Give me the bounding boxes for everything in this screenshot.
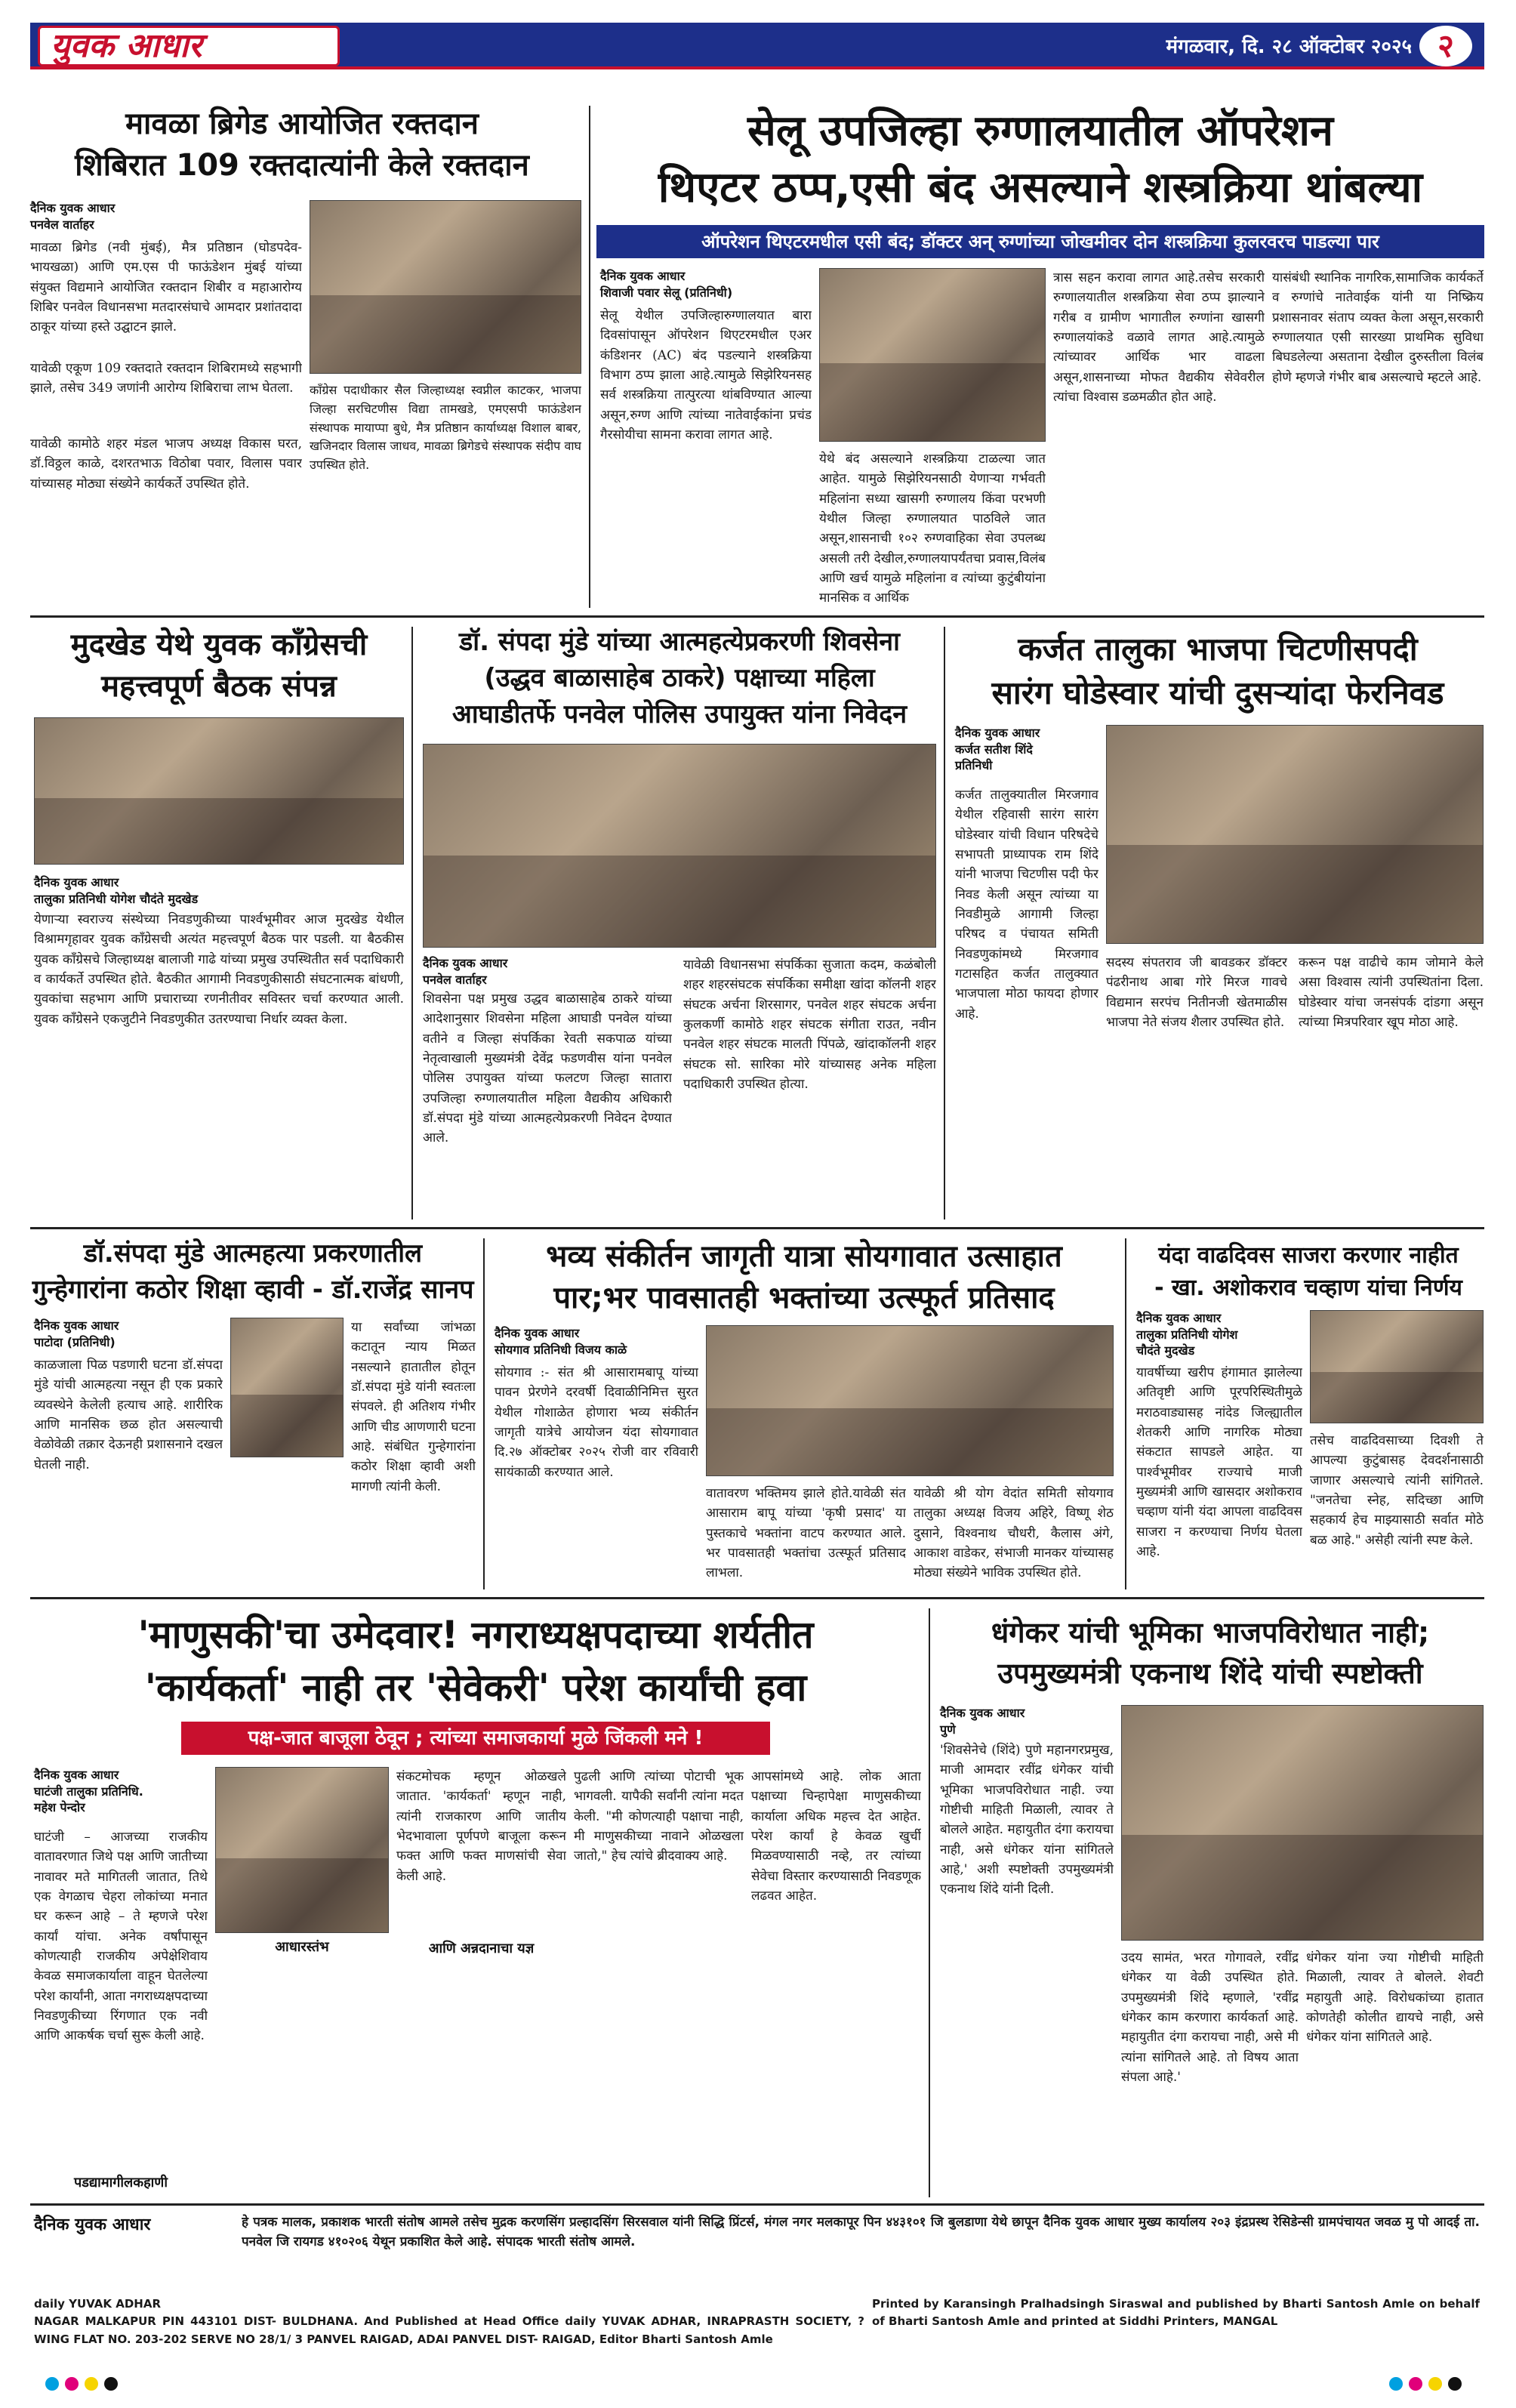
art8-byline: दैनिक युवक आधार तालुका प्रतिनिधी योगेश चौदंते मुदखेड: [1136, 1311, 1238, 1358]
masthead-logo: युवक आधार: [38, 26, 340, 66]
art9-photo-label: आधारस्तंभ: [275, 1939, 329, 1955]
art6-byline: दैनिक युवक आधार पाटोदा (प्रतिनिधी): [34, 1318, 119, 1349]
art2-body4: यासंबंधी स्थानिक नागरिक,सामाजिक कार्यकर्ते व रुग्णांचे नातेवाईक यांनी या निष्क्रिय प्रशासनावर संताप व्यक्त केला असून,सरकारी रुग्णालयात एसी सारख्या प्राथमिक सुविधा बिघडलेल्या असताना देखील दुरुस्तीला विलंब होणे म्हणजे गंभीर बाब असल्याचे म्हटले आहे.: [1272, 270, 1484, 385]
divider: [589, 106, 590, 608]
art7-title-line1: भव्य संकीर्तन जागृती यात्रा सोयगावात उत्साहात: [546, 1239, 1062, 1274]
art10-photo: [1121, 1705, 1484, 1941]
imprint-english-right: Printed by Karansingh Pralhadsingh Siraswal and published by Bharti Santosh Amle on behalf of Bharti Santosh Amle and printed at Siddhi Printers, MANGAL: [872, 2297, 1480, 2329]
divider: [944, 627, 945, 1219]
art4-title-line2: (उद्धव बाळासाहेब ठाकरे) पक्षाच्या महिला: [484, 663, 875, 693]
divider: [411, 627, 413, 1219]
art3-body: येणाऱ्या स्वराज्य संस्थेच्या निवडणुकीच्या पार्श्वभूमीवर आज मुदखेड येथील विश्रामगृहावर युवक कॉंग्रेसची अत्यंत महत्त्वपूर्ण बैठक पार पडली. या बैठकीस युवक कॉंग्रेसचे जिल्हाध्यक्ष बालाजी गाढे यांच्या प्रमुख उपस्थितीत सर्व पदाधिकारी व कार्यकर्ते उपस्थित होते. बैठकीत आगामी निवडणुकीसाठी संघटनात्मक बांधणी, युवकांचा सहभाग आणि प्रचाराच्या रणनीतीवर सविस्तर चर्चा करण्यात आली. युवक कॉंग्रेसने एकजुटीने निवडणुकीत उतरण्याचा निर्धार व्यक्त केला.: [34, 912, 404, 1027]
art9-subhead-band: पक्ष-जात बाजूला ठेवून ; त्यांच्या समाजकार्या मुळे जिंकली मने !: [181, 1722, 770, 1755]
art5-byline: दैनिक युवक आधार कर्जत सतीश शिंदे प्रतिनिधी: [955, 726, 1040, 773]
art10-byline: दैनिक युवक आधार पुणे: [940, 1706, 1025, 1737]
art5-title-line2: सारंग घोडेस्वार यांची दुसऱ्यांदा फेरनिवड: [991, 674, 1444, 711]
art6-title-line2: गुन्हेगारांना कठोर शिक्षा व्हावी - डॉ.राजेंद्र सानप: [32, 1275, 474, 1305]
divider: [483, 1238, 485, 1589]
art5-body1: कर्जत तालुक्यातील मिरजगाव येथील रहिवासी सारंग सारंग घोडेस्वार यांची विधान परिषदेचे सभापती प्राध्यापक राम शिंदे यांनी भाजपा चिटणीस पदी फेर निवड केली असून त्यांच्या या निवडीमुळे आगामी जिल्हा परिषद व पंचायत समिती निवडणुकांमध्ये मिरजगाव गटासहित कर्जत तालुक्यात भाजपाला मोठा फायदा होणार आहे.: [955, 788, 1098, 1022]
page-number: २: [1419, 26, 1472, 66]
art6-body2: या सर्वांच्या जांभळा कटातून न्याय मिळत नसल्याने हातातील होतून डॉ.संपदा मुंडे यांनी स्वतःला संपवले. ही अतिशय गंभीर आणि चीड आणणारी घटना आहे. संबंधित गुन्हेगारांना कठोर शिक्षा व्हावी अशी मागणी त्यांनी केली.: [351, 1320, 476, 1494]
art2-byline: दैनिक युवक आधार शिवाजी पवार सेलू (प्रतिनिधी): [600, 269, 733, 300]
art10-title-line1: धंगेकर यांची भूमिका भाजपविरोधात नाही;: [991, 1616, 1430, 1649]
art7-title-line2: पार;भर पावसातही भक्तांच्या उत्स्फूर्त प्रतिसाद: [553, 1281, 1055, 1315]
black-dot: [1448, 2377, 1462, 2391]
art2-title-line2: थिएटर ठप्प,एसी बंद असल्याने शस्त्रक्रिया थांबल्या: [658, 163, 1423, 212]
yellow-dot: [1428, 2377, 1442, 2391]
art9-body4: आपसांमध्ये आहे. लोक आता पक्षाच्या चिन्हापेक्षा माणुसकीच्या कार्याला अधिक महत्त्व देत आहेत. परेश कार्यां हे केवळ खुर्ची मिळवण्यासाठी नव्हे, तर त्यांच्या सेवेचा विस्तार करण्यासाठी निवडणूक लढवत आहेत.: [751, 1769, 921, 1904]
art2-title-line1: सेलू उपजिल्हा रुग्णालयातील ऑपरेशन: [747, 106, 1333, 156]
art9-title-line2: 'कार्यकर्ता' नाही तर 'सेवेकरी' परेश कार्यांची हवा: [144, 1666, 807, 1710]
art9-body3: पुढली आणि त्यांच्या पोटाची भूक भागवली. यापैकी सर्वांनी त्यांना मदत केली. "मी कोणत्याही पक्षाचा नाही, मी माणुसकीच्या नावाने ओळखला जातो," हेच त्यांचे ब्रीदवाक्य आहे.: [574, 1769, 744, 1864]
art1-body2: यावेळी एकूण 109 रक्तदाते रक्तदान शिबिरामध्ये सहभागी झाले, तसेच 349 जणांनी आरोग्य शिबिराचा लाभ घेतला.: [30, 361, 302, 396]
art4-title-line1: डॉ. संपदा मुंडे यांच्या आत्महत्येप्रकरणी शिवसेना: [459, 627, 900, 657]
art8-body1: यावर्षीच्या खरीप हंगामात झालेल्या अतिवृष्टी आणि पूरपरिस्थितीमुळे मराठवाड्यासह नांदेड जिल्ह्यातील शेतकरी आणि नागरिक मोठ्या संकटात सापडले आहेत. या पार्श्वभूमीवर राज्याचे माजी मुख्यमंत्री आणि खासदार अशोकराव चव्हाण यांनी यंदा आपला वाढदिवस साजरा न करण्याचा निर्णय घेतला आहे.: [1136, 1365, 1302, 1560]
divider: [30, 1227, 1484, 1229]
divider: [30, 615, 1484, 618]
art1-title-line2: शिबिरात 109 रक्तदात्यांनी केले रक्तदान: [75, 148, 529, 183]
art8-title-line1: यंदा वाढदिवस साजरा करणार नाहीत: [1158, 1242, 1459, 1269]
art2-body2: येथे बंद असल्याने शस्त्रक्रिया टाळल्या जात आहेत. यामुळे सिझेरियनसाठी येणाऱ्या गर्भवती महिलांना सध्या खासगी रुग्णालय किंवा परभणी येथील जिल्हा रुग्णालयात पाठविले जात असून,शासनाची १०२ रुग्णवाहिका सेवा उपलब्ध असली तरी देखील,रुग्णालयापर्यंतचा प्रवास,विलंब आणि खर्च यामुळे महिलांना व त्यांच्या कुटुंबीयांना मानसिक व आर्थिक: [819, 452, 1046, 606]
art9-body2: संकटमोचक म्हणून ओळखले जातात. 'कार्यकर्ता' म्हणून नाही, त्यांनी राजकारण आणि जातीय भेदभावाला पूर्णपणे बाजूला करून फक्त आणि फक्त माणसांची सेवा केली आहे.: [396, 1769, 566, 1884]
registration-dots-left: [45, 2377, 118, 2394]
art10-body1: 'शिवसेनेचे (शिंदे) पुणे महानगरप्रमुख, माजी आमदार रवींद्र धंगेकर यांची भूमिका भाजपविरोधात नाही. ज्या गोष्टीची माहिती मिळाली, त्यावर ते बोलले आहेत. महायुतीत दंगा करायचा नाही, असे धंगेकर यांना सांगितले आहे,' अशी स्पष्टोक्ती उपमुख्यमंत्री एकनाथ शिंदे यांनी दिली.: [940, 1743, 1114, 1898]
art9-photo: [215, 1767, 389, 1933]
magenta-dot: [1409, 2377, 1422, 2391]
art8-photo: [1310, 1310, 1484, 1423]
yellow-dot: [85, 2377, 98, 2391]
art3-title-line1: मुदखेड येथे युवक कॉंग्रेसची: [70, 627, 368, 662]
art6-body1: काळजाला पिळ पडणारी घटना डॉ.संपदा मुंडे यांची आत्महत्या नसून ही एक प्रकारे व्यवस्थेने केलेली हत्याच आहे. शारीरिक आणि मानसिक छळ होत असल्याची वेळोवेळी तक्रार देऊनही प्रशासनाने दखल घेतली नाही.: [34, 1358, 223, 1472]
art4-photo: [423, 744, 936, 948]
art7-body2: वातावरण भक्तिमय झाले होते.यावेळी संत आसाराम बापू यांच्या 'कृषी प्रसाद' या पुस्तकाचे भक्तांना वाटप करण्यात आले. भर पावसातही भक्तांचा उत्स्फूर्त प्रतिसाद लाभला.: [706, 1486, 906, 1581]
divider: [1125, 1238, 1126, 1589]
art2-body1: सेलू येथील उपजिल्हारुग्णालयात बारा दिवसांपासून ऑपरेशन थिएटरमधील एअर कंडिशनर (AC) बंद पडल्याने शस्त्रक्रिया विभाग ठप्प झाला आहे.त्यामुळे सिझेरियनसह सर्व शस्त्रक्रिया तात्पुरत्या थांबविण्यात आल्या असून,रुग्ण आणि त्यांच्या नातेवाईकांना प्रचंड गैरसोयीचा सामना करावा लागत आहे.: [600, 308, 812, 443]
art5-photo: [1106, 725, 1484, 944]
art6-photo: [230, 1318, 344, 1457]
art9-title-line1: 'माणुसकी'चा उमेदवार! नगराध्यक्षपदाच्या शर्यतीत: [137, 1613, 814, 1657]
art4-body1: शिवसेना पक्ष प्रमुख उद्धव बाळासाहेब ठाकरे यांच्या आदेशानुसार शिवसेना महिला आघाडी पनवेल यांच्या वतीने व जिल्हा संपर्किका रेवती सकपाळ यांच्या नेतृत्वाखाली मुख्यमंत्री देवेंद्र फडणवीस यांना पनवेल पोलिस उपायुक्त यांच्या फलटण जिल्हा सातारा उपजिल्हा रुग्णालयातील महिला वैद्यकीय अधिकारी डॉ.संपदा मुंडे यांच्या आत्महत्येप्रकरणी निवेदन देण्यात आले.: [423, 991, 672, 1146]
divider: [929, 1608, 930, 2197]
magenta-dot: [65, 2377, 79, 2391]
art2-photo: [819, 268, 1046, 442]
art1-body1: मावळा ब्रिगेड (नवी मुंबई), मैत्र प्रतिष्ठान (घोडपदेव-भायखळा) आणि एम.एस पी फाऊंडेशन मुंबई यांच्या संयुक्त विद्यमाने आयोजित रक्तदान शिबीर व महाआरोग्य शिबिर पनवेल विधानसभा मतदारसंघाचे आमदार प्रशांतदादा ठाकूर यांच्या हस्ते उद्घाटन झाले.: [30, 240, 302, 335]
art1-photo: [310, 200, 581, 374]
art10-body2: उदय सामंत, भरत गोगावले, रवींद्र धंगेकर या वेळी उपस्थित होते. उपमुख्यमंत्री शिंदे म्हणाले, 'रवींद्र धंगेकर काम करणारा कार्यकर्ता आहे. महायुतीत दंगा करायचा नाही, असे मी त्यांना सांगितले आहे. तो विषय आता संपला आहे.': [1121, 1950, 1299, 2086]
art10-title-line2: उपमुख्यमंत्री एकनाथ शिंदे यांची स्पष्टोक्ती: [997, 1657, 1423, 1690]
art7-byline: दैनिक युवक आधार सोयगाव प्रतिनिधी विजय काळे: [495, 1326, 627, 1357]
art4-body2: यावेळी विधानसभा संपर्किका सुजाता कदम, कळंबोली शहर शहरसंघटक संपर्किका समीक्षा खांदा कॉलनी शहर संघटक अर्चना शिरसागर, पनवेल शहर संघटक अर्चना कुलकर्णी कामोठे शहर संघटक संगीता राउत, नवीन पनवेल शहर संघटक मालती पिंपळे, खांदाकॉलनी शहर संघटक सो. सारिका मोरे यांच्यासह अनेक महिला पदाधिकारी उपस्थित होत्या.: [683, 957, 936, 1093]
registration-dots-right: [1389, 2377, 1462, 2394]
art1-photo-caption: कॉंग्रेस पदाधीकार सैल जिल्हाध्यक्ष स्वप्नील काटकर, भाजपा जिल्हा सरचिटणीस विद्या तामखडे, एमएसपी फाऊंडेशन संस्थापक मायाप्पा बुधे, मैत्र प्रतिष्ठान कार्याध्यक्ष विशाल बाबर, खजिनदार विलास जाधव, मावळा ब्रिगेडचे संस्थापक संदीप वाघ उपस्थित होते.: [310, 383, 581, 473]
art1-body3: यावेळी कामोठे शहर मंडल भाजप अध्यक्ष विकास घरत, डॉ.विठ्ठल काळे, दशरतभाऊ विठोबा पवार, विलास पवार यांच्यासह मोठ्या संख्येने कार्यकर्ते उपस्थित होते.: [30, 436, 302, 492]
art5-body3: करून पक्ष वाढीचे काम जोमाने केले असा विश्वास त्यांनी उपस्थितांना दिला. घोडेस्वार यांचा जनसंपर्क दांडगा असून त्यांच्या मित्रपरिवार खूप मोठा आहे.: [1299, 955, 1484, 1031]
imprint-english-left: daily YUVAK ADHAR NAGAR MALKAPUR PIN 443101 DIST- BULDHANA. And Published at Head Office daily YUVAK ADHAR, INRAPRASTH SOCIETY, ? WING FLAT NO. 203-202 SERVE NO 28/1/ 3 PANVEL RAIGAD, ADAI PANVEL DIST- RAIGAD, Editor Bharti Santosh Amle: [34, 2297, 864, 2346]
art3-byline: दैनिक युवक आधार तालुका प्रतिनिधी योगेश चौदंते मुदखेड: [34, 875, 199, 906]
art2-body3: त्रास सहन करावा लागत आहे.तसेच सरकारी रुग्णालयातील शस्त्रक्रिया सेवा ठप्प झाल्याने गरीब व ग्रामीण भागातील रुग्णांना खासगी रुग्णालयांकडे वळावे लागत आहे.त्यामुळे त्यांच्यावर आर्थिक भार वाढला असून,शासनाच्या मोफत वैद्यकीय सेवेवरील त्यांचा विश्वास डळमळीत होत आहे.: [1053, 270, 1265, 405]
cyan-dot: [45, 2377, 59, 2391]
art9-byline: दैनिक युवक आधार घाटंजी तालुका प्रतिनिधि. महेश पेन्दोर: [34, 1768, 143, 1815]
art4-byline: दैनिक युवक आधार पनवेल वार्ताहर: [423, 956, 508, 987]
art7-body1: सोयगाव :- संत श्री आसारामबापू यांच्या पावन प्रेरणेने दरवर्षी दिवाळीनिमित्त सुरत येथील गोशाळेत होणारा भव्य संकीर्तन जागृती यात्रेचे आयोजन यंदा सोयगावात दि.२७ ऑक्टोबर २०२५ रोजी वार रविवारी सायंकाळी करण्यात आले.: [495, 1365, 698, 1480]
art5-title-line1: कर्जत तालुका भाजपा चिटणीसपदी: [1018, 631, 1418, 668]
cyan-dot: [1389, 2377, 1403, 2391]
art7-body3: यावेळी श्री योग वेदांत समिती सोयगाव तालुका अध्यक्ष विजय अहिरे, विष्णू शेठ दुसाने, विश्वनाथ चौधरी, कैलास अंगे, आकाश वाडेकर, संभाजी मानकर यांच्यासह मोठ्या संख्येने भाविक उपस्थित होते.: [914, 1486, 1114, 1581]
art6-title-line1: डॉ.संपदा मुंडे आत्महत्या प्रकरणातील: [83, 1238, 423, 1269]
art9-subhead2: आणि अन्नदानाचा यज्ञ: [428, 1941, 535, 1956]
imprint-marathi-label: दैनिक युवक आधार: [34, 2215, 151, 2234]
art2-subhead-band: ऑपरेशन थिएटरमधील एसी बंद; डॉक्टर अन् रुग्णांच्या जोखमीवर दोन शस्त्रक्रिया कुलरवरच पाडल्या पार: [596, 225, 1484, 258]
masthead-date: मंगळवार, दि. २८ ऑक्टोबर २०२५: [1166, 35, 1412, 58]
art8-body2: तसेच वाढदिवसाच्या दिवशी ते आपल्या कुटुंबासह देवदर्शनासाठी जाणार असल्याचे त्यांनी सांगितले. "जनतेचा स्नेह, सदिच्छा आणि सहकार्य हेच माझ्यासाठी सर्वात मोठे बळ आहे." असेही त्यांनी स्पष्ट केले.: [1310, 1433, 1484, 1548]
art1-title-line1: मावळा ब्रिगेड आयोजित रक्तदान: [125, 106, 479, 141]
art5-body2: सदस्य संपतराव जी बावडकर डॉक्टर पंढरीनाथ आबा गोरे मिरज गावचे विद्यमान सरपंच नितीनजी खेतमाळीस भाजपा नेते संजय शैलार उपस्थित होते.: [1106, 955, 1287, 1031]
art3-title-line2: महत्त्वपूर्ण बैठक संपन्न: [101, 669, 337, 704]
art10-body3: धंगेकर यांना ज्या गोष्टीची माहिती मिळाली, त्यावर ते बोलले. शेवटी महायुती आहे. विरोधकांच्या हातात कोणतेही कोलीत द्यायचे नाही, असे धंगेकर यांना सांगितले आहे.: [1306, 1950, 1484, 2046]
art3-photo: [34, 717, 404, 865]
black-dot: [104, 2377, 118, 2391]
art9-footer-label: पडद्यामागीलकहाणी: [73, 2175, 168, 2191]
art1-byline: दैनिक युवक आधार पनवेल वार्ताहर: [30, 201, 116, 232]
art4-title-line3: आघाडीतर्फे पनवेल पोलिस उपायुक्त यांना निवेदन: [451, 699, 907, 729]
divider: [30, 1597, 1484, 1599]
art7-photo: [706, 1325, 1114, 1476]
art8-title-line2: - खा. अशोकराव चव्हाण यांचा निर्णय: [1154, 1275, 1462, 1301]
imprint-marathi-text: हे पत्रक मालक, प्रकाशक भारती संतोष आमले तसेच मुद्रक करणसिंग प्रल्हादसिंग सिरसवाल यांनी सिद्धि प्रिंटर्स, मंगल नगर मलकापूर पिन ४४३१०१ जि बुलडाणा येथे छापून दैनिक युवक आधार मुख्य कार्यालय २०३ इंद्रप्रस्थ रेसिडेन्सी ग्रामपंचायत जवळ मु पो आदई ता. पनवेल जि रायगड ४१०२०६ येथून प्रकाशित केले आहे. संपादक भारती संतोष आमले.: [242, 2215, 1480, 2250]
art9-body1: घाटंजी – आजच्या राजकीय वातावरणात जिथे पक्ष आणि जातीच्या नावावर मते मागितली जातात, तिथे एक वेगळाच चेहरा लोकांच्या मनात घर करून आहे – ते म्हणजे परेश कार्यां यांचा. अनेक वर्षांपासून कोणत्याही राजकीय अपेक्षेशिवाय केवळ समाजकार्याला वाहून घेतलेल्या परेश कार्यांनी, आता नगराध्यक्षपदाच्या निवडणुकीच्या रिंगणात एक नवी आणि आकर्षक चर्चा सुरू केली आहे.: [34, 1830, 208, 2044]
